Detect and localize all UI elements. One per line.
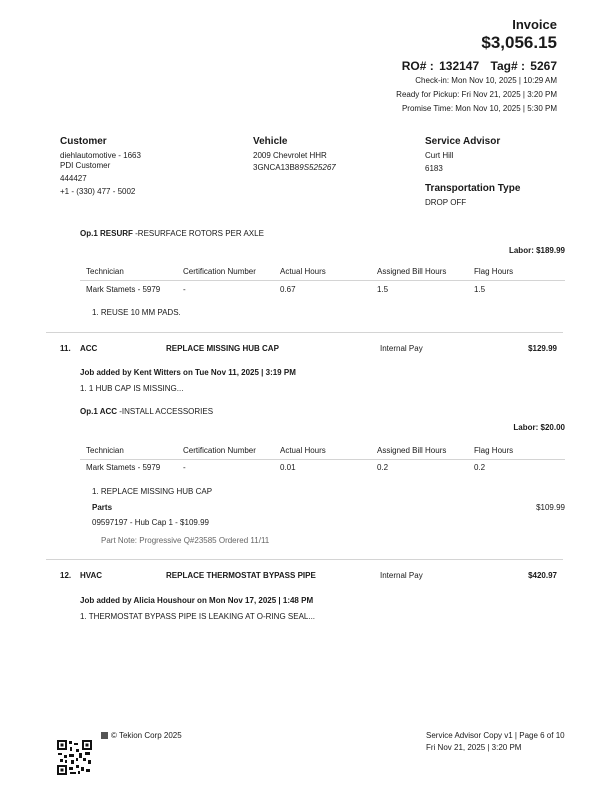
table-divider — [80, 280, 565, 281]
ro-tag-line — [402, 59, 557, 73]
row-certification: - — [183, 463, 186, 472]
job11-concern: 1. 1 HUB CAP IS MISSING... — [80, 384, 184, 393]
promise-time: Promise Time: Mon Nov 10, 2025 | 5:30 PM — [401, 104, 557, 113]
row-actual-hours: 0.01 — [280, 463, 296, 472]
vehicle-heading: Vehicle — [253, 136, 288, 147]
job11-parts-label: Parts — [92, 503, 113, 512]
op-resurf-desc: -RESURFACE ROTORS PER AXLE — [132, 229, 264, 238]
footer-copy-info: Service Advisor Copy v1 | Page 6 of 10 — [426, 731, 565, 740]
row-technician: Mark Stamets - 5979 — [86, 463, 161, 472]
transport-type: DROP OFF — [425, 198, 467, 207]
customer-type: PDI Customer — [60, 161, 111, 170]
job11-pay-type: Internal Pay — [380, 344, 423, 353]
ready-for-pickup: Ready for Pickup: Fri Nov 21, 2025 | 3:20 PM — [396, 90, 557, 99]
invoice-title: Invoice — [512, 17, 557, 32]
job11-note: 1. REPLACE MISSING HUB CAP — [92, 487, 213, 496]
advisor-heading: Service Advisor — [425, 136, 501, 147]
footer-date: Fri Nov 21, 2025 | 3:20 PM — [426, 743, 522, 752]
table-divider — [80, 459, 565, 460]
job11-number: 11. — [60, 344, 71, 353]
job11-title: REPLACE MISSING HUB CAP — [166, 344, 279, 353]
qr-code-icon — [57, 740, 92, 775]
col-assigned-hours: Assigned Bill Hours — [377, 446, 447, 455]
advisor-name: Curt Hill — [425, 151, 454, 160]
job-divider — [46, 332, 563, 333]
job-divider — [46, 559, 563, 560]
customer-phone: +1 - (330) 477 - 5002 — [60, 187, 136, 196]
transport-heading: Transportation Type — [425, 183, 521, 194]
row-flag-hours: 1.5 — [474, 285, 486, 294]
job11-op-code: Op.1 ACC — [80, 407, 118, 416]
col-assigned-hours: Assigned Bill Hours — [377, 267, 447, 276]
col-actual-hours: Actual Hours — [280, 446, 326, 455]
col-actual-hours: Actual Hours — [280, 267, 326, 276]
vehicle-vin — [253, 163, 336, 172]
job12-concern: 1. THERMOSTAT BYPASS PIPE IS LEAKING AT O-RING SEAL... — [80, 612, 316, 621]
op-resurf-line — [80, 229, 264, 238]
tekion-logo-icon — [101, 732, 108, 739]
job11-amount: $129.99 — [528, 344, 557, 353]
ro-number: 132147 — [439, 59, 480, 73]
customer-id: 444427 — [60, 174, 87, 183]
op-resurf-note: 1. REUSE 10 MM PADS. — [92, 308, 181, 317]
job11-part-note: Part Note: Progressive Q#23585 Ordered 11/11 — [101, 536, 270, 545]
op-resurf-labor: Labor: $189.99 — [508, 246, 565, 255]
row-certification: - — [183, 285, 186, 294]
tag-label: Tag# : — [490, 59, 525, 73]
advisor-number: 6183 — [425, 164, 443, 173]
tag-number: 5267 — [530, 59, 557, 73]
col-flag-hours: Flag Hours — [474, 267, 514, 276]
customer-heading: Customer — [60, 136, 107, 147]
invoice-total: $3,056.15 — [481, 33, 557, 52]
job11-part-item: 09597197 - Hub Cap 1 - $109.99 — [92, 518, 209, 527]
col-certification: Certification Number — [183, 267, 256, 276]
job11-added-by: Job added by Kent Witters on Tue Nov 11, 2025 | 3:19 PM — [80, 368, 296, 377]
vehicle-model: 2009 Chevrolet HHR — [253, 151, 327, 160]
row-flag-hours: 0.2 — [474, 463, 486, 472]
row-actual-hours: 0.67 — [280, 285, 296, 294]
job11-code: ACC — [80, 344, 98, 353]
job12-title: REPLACE THERMOSTAT BYPASS PIPE — [166, 571, 316, 580]
footer-copyright: © Tekion Corp 2025 — [111, 731, 182, 740]
ro-label: RO# : — [401, 59, 434, 73]
row-assigned-hours: 1.5 — [377, 285, 389, 294]
job11-op-line — [80, 407, 213, 416]
job12-amount: $420.97 — [528, 571, 557, 580]
col-technician: Technician — [86, 446, 124, 455]
job11-labor: Labor: $20.00 — [513, 423, 565, 432]
row-assigned-hours: 0.2 — [377, 463, 389, 472]
col-flag-hours: Flag Hours — [474, 446, 514, 455]
job12-code: HVAC — [80, 571, 103, 580]
col-certification: Certification Number — [183, 446, 256, 455]
job12-number: 12. — [60, 571, 72, 580]
vin-prefix: 3GNCA13B8 — [253, 163, 300, 172]
row-technician: Mark Stamets - 5979 — [86, 285, 161, 294]
customer-name: diehlautomotive - 1663 — [60, 151, 141, 160]
job12-added-by: Job added by Alicia Houshour on Mon Nov 17, 2025 | 1:48 PM — [80, 596, 314, 605]
op-resurf-code: Op.1 RESURF — [80, 229, 133, 238]
job11-op-desc: -INSTALL ACCESSORIES — [117, 407, 214, 416]
job11-parts-total: $109.99 — [536, 503, 565, 512]
job12-pay-type: Internal Pay — [380, 571, 423, 580]
vin-suffix: 9S525267 — [299, 163, 336, 172]
col-technician: Technician — [86, 267, 124, 276]
checkin-time: Check-in: Mon Nov 10, 2025 | 10:29 AM — [415, 76, 557, 85]
